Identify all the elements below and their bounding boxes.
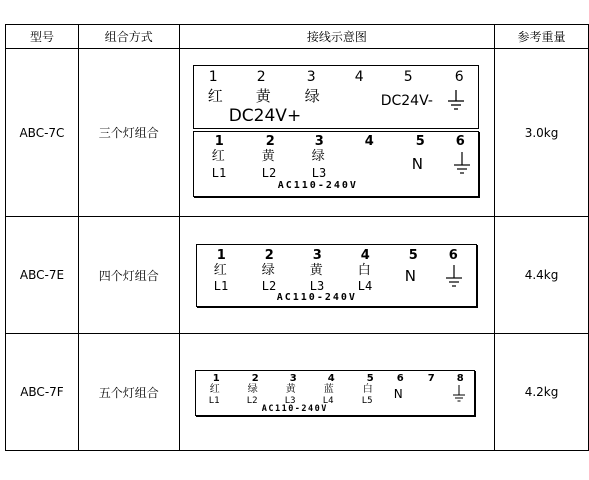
terminal-number: 1 — [212, 373, 220, 384]
terminal-number: 6 — [396, 373, 404, 384]
terminal-number: 4 — [354, 69, 364, 85]
table-row — [6, 49, 589, 217]
color-label-green: 绿 — [311, 149, 325, 164]
ground-icon — [453, 152, 471, 176]
terminal-number: 2 — [265, 134, 275, 149]
line-label: L1 — [208, 396, 220, 406]
diagram-cell — [179, 334, 494, 451]
line-label: L1 — [211, 166, 227, 180]
color-label-red: 红 — [211, 149, 225, 164]
terminal-number: 8 — [456, 373, 464, 384]
terminal-number: 2 — [256, 69, 266, 85]
terminal-number: 6 — [448, 248, 458, 263]
header-diagram: 接线示意图 — [179, 25, 494, 49]
diagram-cell — [179, 49, 494, 217]
model-cell: ABC-7E — [6, 217, 79, 334]
terminal-number: 4 — [360, 248, 370, 263]
color-label-red: 红 — [207, 87, 223, 105]
dc-terminal-panel — [193, 65, 479, 129]
terminal-number: 3 — [289, 373, 297, 384]
terminal-number: 5 — [366, 373, 374, 384]
neutral-label: N — [393, 387, 403, 401]
voltage-label: AC110-240V — [276, 292, 357, 303]
terminal-number: 1 — [216, 248, 226, 263]
line-label: L3 — [311, 166, 327, 180]
mode-cell: 四个灯组合 — [78, 217, 179, 334]
neutral-label: N — [404, 267, 416, 285]
terminal-number: 1 — [214, 134, 224, 149]
line-label: L2 — [246, 396, 258, 406]
terminal-number: 3 — [314, 134, 324, 149]
color-label-white: 白 — [357, 263, 371, 278]
diagram-cell — [179, 217, 494, 334]
line-label: L2 — [261, 279, 277, 293]
header-row — [6, 25, 589, 49]
terminal-number: 5 — [408, 248, 418, 263]
color-label-yellow: 黄 — [285, 384, 296, 395]
terminal-number: 7 — [427, 373, 435, 384]
model-cell: ABC-7F — [6, 334, 79, 451]
line-label: L3 — [284, 396, 296, 406]
ac-terminal-panel — [195, 370, 475, 416]
terminal-number: 4 — [364, 134, 374, 149]
terminal-number: 3 — [306, 69, 316, 85]
terminal-number: 5 — [415, 134, 425, 149]
terminal-number: 1 — [208, 69, 218, 85]
terminal-number: 3 — [312, 248, 322, 263]
table-row — [6, 334, 589, 451]
mode-cell: 三个灯组合 — [78, 49, 179, 217]
line-label: L3 — [309, 279, 325, 293]
voltage-label: AC110-240V — [261, 404, 328, 414]
table-row — [6, 217, 589, 334]
color-label-green: 绿 — [261, 263, 275, 278]
weight-cell: 4.2kg — [495, 334, 589, 451]
spec-table — [5, 24, 589, 451]
color-label-blue: 蓝 — [323, 384, 334, 395]
header-mode: 组合方式 — [78, 25, 179, 49]
color-label-yellow: 黄 — [309, 263, 323, 278]
ground-icon — [447, 90, 465, 112]
terminal-number: 6 — [455, 134, 465, 149]
header-weight: 参考重量 — [495, 25, 589, 49]
voltage-label: AC110-240V — [277, 180, 358, 191]
neutral-label: N — [411, 155, 423, 173]
color-label-green: 绿 — [304, 87, 320, 105]
ground-icon — [452, 385, 466, 405]
model-cell: ABC-7C — [6, 49, 79, 217]
terminal-number: 6 — [454, 69, 464, 85]
line-label: L2 — [261, 166, 277, 180]
color-label-red: 红 — [209, 384, 220, 395]
color-label-yellow: 黄 — [255, 87, 271, 105]
line-label: L5 — [361, 396, 373, 406]
line-label: L4 — [357, 279, 373, 293]
line-label: L1 — [213, 279, 229, 293]
weight-cell: 4.4kg — [495, 217, 589, 334]
terminal-number: 4 — [327, 373, 335, 384]
dc-plus-label: DC24V+ — [228, 106, 302, 126]
weight-cell: 3.0kg — [495, 49, 589, 217]
header-model: 型号 — [6, 25, 79, 49]
color-label-yellow: 黄 — [261, 149, 275, 164]
terminal-number: 5 — [403, 69, 413, 85]
color-label-white: 白 — [362, 384, 373, 395]
color-label-red: 红 — [213, 263, 227, 278]
dc-minus-label: DC24V- — [380, 93, 433, 109]
ac-terminal-panel — [196, 244, 477, 307]
line-label: L4 — [322, 396, 334, 406]
ac-terminal-panel — [193, 131, 479, 197]
terminal-number: 2 — [251, 373, 259, 384]
color-label-green: 绿 — [247, 384, 258, 395]
mode-cell: 五个灯组合 — [78, 334, 179, 451]
ground-icon — [445, 265, 463, 289]
terminal-number: 2 — [264, 248, 274, 263]
